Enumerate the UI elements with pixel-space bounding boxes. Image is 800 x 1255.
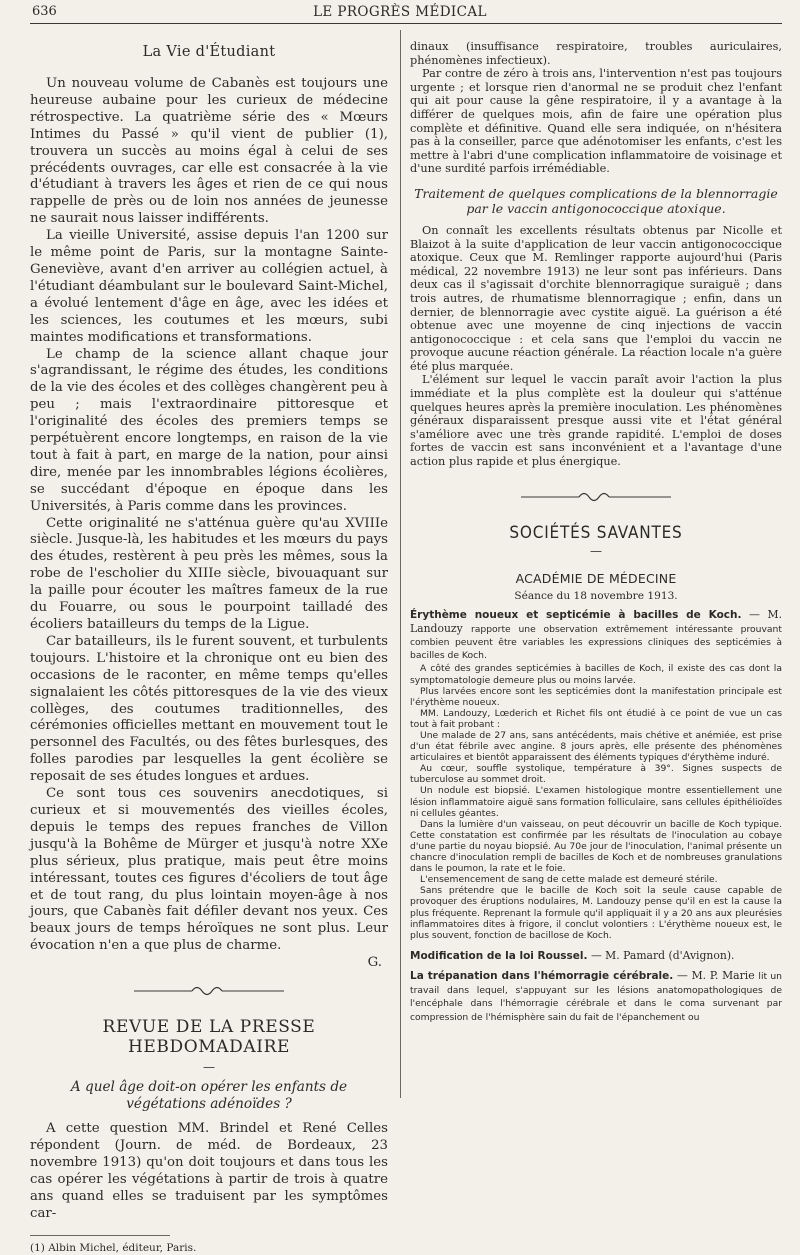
paragraph: L'élément sur lequel le vaccin paraît avoir l'action la plus immédiate et la plus complète est la douleur qui s'atténue quelques heures après la première inoculation. Les phénomènes généraux disparaissent presque aussi vite et l'état général s'améliore avec une très grande rapidité. L'emploi de doses fortes de vaccin est sans inconvénient et a l'avantage d'une action plus rapide et plus énergique. [410,373,782,469]
paragraph: dinaux (insuffisance respiratoire, troubles auriculaires, phénomènes infectieux). [410,40,782,67]
communication-erytheme [410,608,782,662]
paragraph-small: A côté des grandes septicémies à bacilles de Koch, il existe des cas dont la symptomatologie demeure plus ou moins larvée. [410,663,782,686]
left-column [30,38,388,1254]
journal-title: LE PROGRÈS MÉDICAL [313,4,487,20]
paragraph: A cette question MM. Brindel et René Celles répondent (Journ. de méd. de Bordeaux, 23 novembre 1913) qu'on doit toujours et dans tous les cas opérer les végétations à partir de trois à quatre ans quand elles se traduisent par les symptômes car- [30,1121,388,1221]
paragraph: La vieille Université, assise depuis l'an 1200 sur le même point de Paris, sur la montagne Sainte-Geneviève, avant d'en arriver au collégien actuel, à l'étudiant déambulant sur le boulevard Saint-Michel, a évolué lentement d'âge en âge, avec les idées et les sciences, les coutumes et les mœurs, subi maintes modifications et transformations. [30,228,388,345]
paragraph: Un nouveau volume de Cabanès est toujours une heureuse aubaine pour les curieux de médecine rétrospective. La quatrième série des « Mœurs Intimes du Passé » qu'il vient de publier (1), trouvera un succès au moins égal à celui de ses précédents ouvrages, car elle est consacrée à la vie d'étudiant à travers les âges et rien de ce qui nous rappelle de près ou de loin nos années de jeunesse ne saurait nous laisser indifférents. [30,76,388,227]
title-dash: — [203,1060,215,1075]
article-title-blennorragie: Traitement de quelques complications de la blennorragie par le vaccin antigonococcique atoxique. [414,185,778,216]
communication-text: rapporte une observation extrêmement intéressante prouvant combien peuvent être variables les expressions cliniques des septicémies à bacilles de Koch. [410,623,782,662]
paragraph: Ce sont tous ces souvenirs anecdotiques, si curieux et si mouvementés des vieilles écoles, depuis le temps des repues franches de Villon jusqu'à la Bohême de Mürger et jusqu'à notre XXe plus sérieux, plus pratique, mais peut être moins intéressant, toutes ces figures d'écoliers de tout âge et de tout rang, du plus lointain moyen-âge à nos jours, que Cabanès fait défiler devant nos yeux. Ces beaux jours de temps héroïques ne sont plus. Leur évocation n'en a que plus de charme. [30,786,388,954]
ornament-icon [134,981,284,1001]
paragraph-small: MM. Landouzy, Lœderich et Richet fils ont étudié à ce point de vue un cas tout à fait probant : [410,707,782,730]
academie-title: ACADÉMIE DE MÉDECINE [515,570,677,586]
societes-title: SOCIÉTÉS SAVANTES [509,522,683,543]
paragraph: Le champ de la science allant chaque jour s'agrandissant, le régime des études, les conditions de la vie des écoles et des collèges changèrent peu à peu ; mais l'extraordinaire pittoresque et l'originalité des écoles des premiers temps se perpétuèrent encore longtemps, en raison de la vie tout à fait à part, en marge de la nation, pour ainsi dire, menée par les innombrables légions écolières, se succédant d'époque en époque dans les Universités, à Paris comme dans les provinces. [30,346,388,514]
paragraph-small: Un nodule est biopsié. L'examen histologique montre essentiellement une lésion inflammatoire aiguë sans formation folliculaire, sans cellules épithélioïdes ni cellules géantes. [410,785,782,819]
paragraph-small: Au cœur, souffle systolique, température à 39°. Signes suspects de tuberculose au sommet droit. [410,763,782,786]
ornament-divider [30,981,388,1003]
ornament-icon [521,487,671,507]
communication-title: Modification de la loi Roussel. [410,949,588,962]
communication-roussel [410,949,782,963]
communication-author: — M. Pamard (d'Avignon). [590,948,735,962]
communication-trepanation [410,969,782,1023]
column-divider [400,30,401,1098]
communication-text: lit un travail dans lequel, s'appuyant sur les lésions anatomopathologiques de l'encéphale dans l'hémorragie cérébrale et dans le coma survenant par compression de l'hémisphère sain du fait de l'épanchement ou [410,970,783,1023]
footnote-rule [30,1235,170,1236]
paragraph-small: Sans prétendre que le bacille de Koch soit la seule cause capable de provoquer des éruptions nodulaires, M. Landouzy pense qu'il en est la cause la plus fréquente. Reprenant la formule qu'il appliquait il y a 20 ans aux pleurésies inflammatoires dites à frigore, il conclut volontiers : L'érythème noueux est, le plus souvent, fonction de bacillose de Koch. [410,885,782,941]
running-header [0,4,800,22]
communication-author: — M. Landouzy [410,607,783,635]
footnote: (1) Albin Michel, éditeur, Paris. [30,1241,197,1254]
signature: G. [367,955,382,971]
title-dash: — [590,543,602,558]
paragraph-small: Dans la lumière d'un vaisseau, on peut découvrir un bacille de Koch typique. Cette constatation est confirmée par les résultats de l'inoculation au cobaye d'une partie du noyau biopsié. Au 70e jour de l'inoculation, l'animal présente un chancre d'inoculation rempli de bacilles de Koch et de nombreuses granulations dans le poumon, la rate et le foie. [410,818,782,875]
seance-date: Séance du 18 novembre 1913. [514,589,678,602]
paragraph: Cette originalité ne s'atténua guère qu'au XVIIIe siècle. Jusque-là, les habitudes et les mœurs du pays des études, restèrent à peu près les mêmes, sous la robe de l'escholier du XIIIe siècle, bivouaquant sur la paille pour écouter les maîtres fameux de la rue du Fouarre, ou sous le pourpoint tailladé des écoliers batailleurs du temps de la Ligue. [30,515,388,632]
paragraph: Par contre de zéro à trois ans, l'intervention n'est pas toujours urgente ; et lorsque rien d'anormal ne se produit chez l'enfant qui ait pour cause la gêne respiratoire, il y a avantage à la différer de quelques mois, afin de faire une opération plus complète et définitive. Quand elle sera indiquée, on n'hésitera pas à la conseiller, parce que adénotomiser les enfants, c'est les mettre à l'abri d'une complication inflammatoire de voisinage et d'une surdité parfois irrémédiable. [410,67,782,176]
paragraph-small: Une malade de 27 ans, sans antécédents, mais chétive et anémiée, est prise d'un état fébrile avec angine. 8 jours après, elle présente des phénomènes articulaires et bientôt apparaissent des éléments typiques d'érythème induré. [410,730,782,764]
article-title-vegetations: A quel âge doit-on opérer les enfants de végétations adénoïdes ? [70,1079,348,1113]
communication-title: Érythème noueux et septicémie à bacilles de Koch. [410,608,742,621]
paragraph: On connaît les excellents résultats obtenus par Nicolle et Blaizot à la suite d'application de leur vaccin antigonococcique atoxique. Ceux que M. Remlinger rapporte aujourd'hui (Paris médical, 22 novembre 1913) ne leur sont pas inférieurs. Dans deux cas il s'agissait d'orchite blennorragique suraiguë ; dans trois autres, de rhumatisme blennorragique ; enfin, dans un dernier, de blennorragie avec cystite aiguë. La guérison a été obtenue avec une moyenne de cinq injections de vaccin antigonococcique : et cela sans que l'emploi du vaccin ne provoque aucune réaction générale. La réaction locale n'a guère été plus marquée. [410,223,782,373]
right-column [410,40,782,1110]
paragraph-small: L'ensemencement de sang de cette malade est demeuré stérile. [420,874,718,886]
section-title-vie-etudiant: La Vie d'Étudiant [142,44,276,60]
page-number: 636 [32,4,57,19]
revue-title: REVUE DE LA PRESSE HEBDOMADAIRE [102,1017,316,1058]
paragraph: Car batailleurs, ils le furent souvent, et turbulents toujours. L'histoire et la chronique ont eu bien des occasions de le raconter, en même temps qu'elles signalaient les côtés pittoresques de la vie des vieux collèges, des coutumes traditionnelles, des cérémonies officielles mettant en mouvement tout le personnel des Facultés, ou des fêtes burlesques, des folles parodies par lesquelles la gent écolière se reposait de ses études longues et ardues. [30,633,388,785]
ornament-divider [410,487,782,509]
paragraph-small: Plus larvées encore sont les septicémies dont la manifestation principale est l'érythème noueux. [410,685,782,708]
communication-author: — M. P. Marie [677,968,755,982]
communication-title: La trépanation dans l'hémorragie cérébrale. [410,969,674,982]
header-rule [30,23,782,24]
